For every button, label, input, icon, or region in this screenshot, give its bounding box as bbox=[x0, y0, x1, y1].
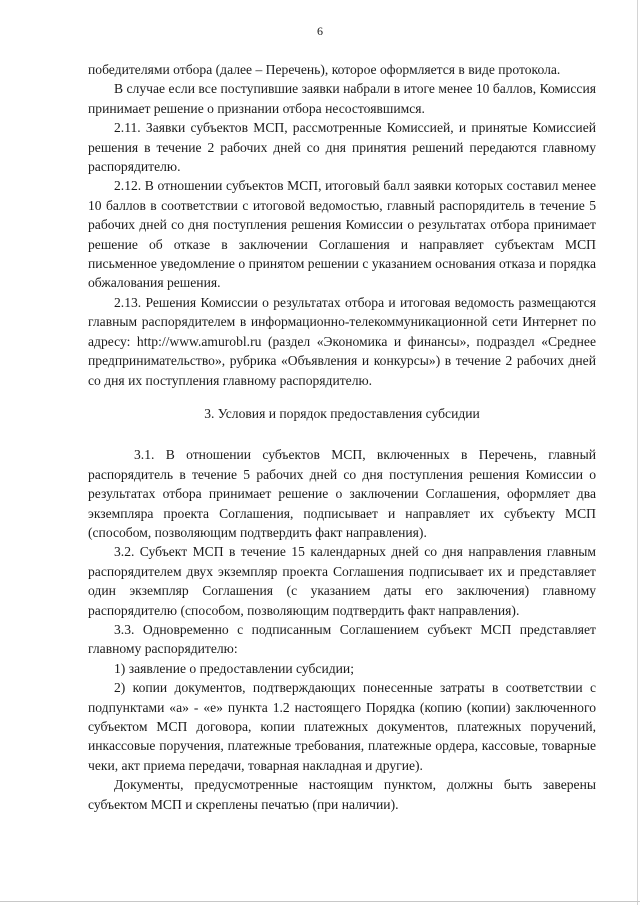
page-number: 6 bbox=[317, 24, 323, 38]
scan-bottom-line bbox=[0, 901, 640, 902]
document-body bbox=[88, 60, 596, 814]
scan-edge-line bbox=[637, 0, 638, 905]
section-heading: 3. Условия и порядок предоставления субсидии bbox=[204, 405, 480, 421]
paragraph-3-1: 3.1. В отношении субъектов МСП, включенных в Перечень, главный распорядитель в течение 5 рабочих дней со дня поступления решения Комиссии о результатах отбора принимает решение о заключении Соглашения, оформляет два экземпляра проекта Соглашения, подписывает и направляет их субъекту МСП (способом, позволяющим подтвердить факт направления). bbox=[88, 447, 596, 540]
paragraph-protocol-continuation: победителями отбора (далее – Перечень), которое оформляется в виде протокола. bbox=[88, 62, 561, 77]
paragraph-certification: Документы, предусмотренные настоящим пунктом, должны быть заверены субъектом МСП и скреплены печатью (при наличии). bbox=[88, 777, 596, 812]
paragraph-2-11: 2.11. Заявки субъектов МСП, рассмотренные Комиссией, и принятые Комиссией решения в течение 2 рабочих дней со дня принятия решений передаются главному распорядителю. bbox=[88, 120, 596, 175]
list-item-document-copies: 2) копии документов, подтверждающих понесенные затраты в соответствии с подпунктами «а» - «е» пункта 1.2 настоящего Порядка (копию (копии) заключенного субъектом МСП договора, копии платежных документов, платежных поручений, инкассовые поручения, платежные требования, платежные ордера, кассовые, товарные чеки, акт приема передачи, товарная накладная и другие). bbox=[88, 680, 596, 773]
list-item-application: 1) заявление о предоставлении субсидии; bbox=[114, 660, 354, 676]
paragraph-2-12: 2.12. В отношении субъектов МСП, итоговый балл заявки которых составил менее 10 баллов в соответствии с итоговой ведомостью, главный распорядитель в течение 5 рабочих дней со дня поступления решения Комиссии о результатах отбора принимает решение об отказе в заключении Соглашения и направляет субъектам МСП письменное уведомление о принятом решении с указанием основания отказа и порядка обжалования решения. bbox=[88, 178, 596, 291]
paragraph-2-13: 2.13. Решения Комиссии о результатах отбора и итоговая ведомость размещаются главным распорядителем в информационно-телекоммуникационной сети Интернет по адресу: http://www.amurobl.ru (раздел «Экономика и финансы», подраздел «Среднее предпринимательство», рубрика «Объявления и конкурсы») в течение 2 рабочих дней со дня их поступления главному распорядителю. bbox=[88, 294, 596, 388]
paragraph-failed-selection: В случае если все поступившие заявки набрали в итоге менее 10 баллов, Комиссия принимает решение о признании отбора несостоявшимся. bbox=[88, 81, 596, 116]
paragraph-3-2: 3.2. Субъект МСП в течение 15 календарных дней со дня направления главным распорядителем двух экземпляр проекта Соглашения подписывает их и представляет один экземпляр Соглашения (с указанием даты его заключения) главному распорядителю (способом, позволяющим подтвердить факт направления). bbox=[88, 544, 596, 618]
paragraph-3-3: 3.3. Одновременно с подписанным Соглашением субъект МСП представляет главному распорядителю: bbox=[88, 621, 596, 657]
